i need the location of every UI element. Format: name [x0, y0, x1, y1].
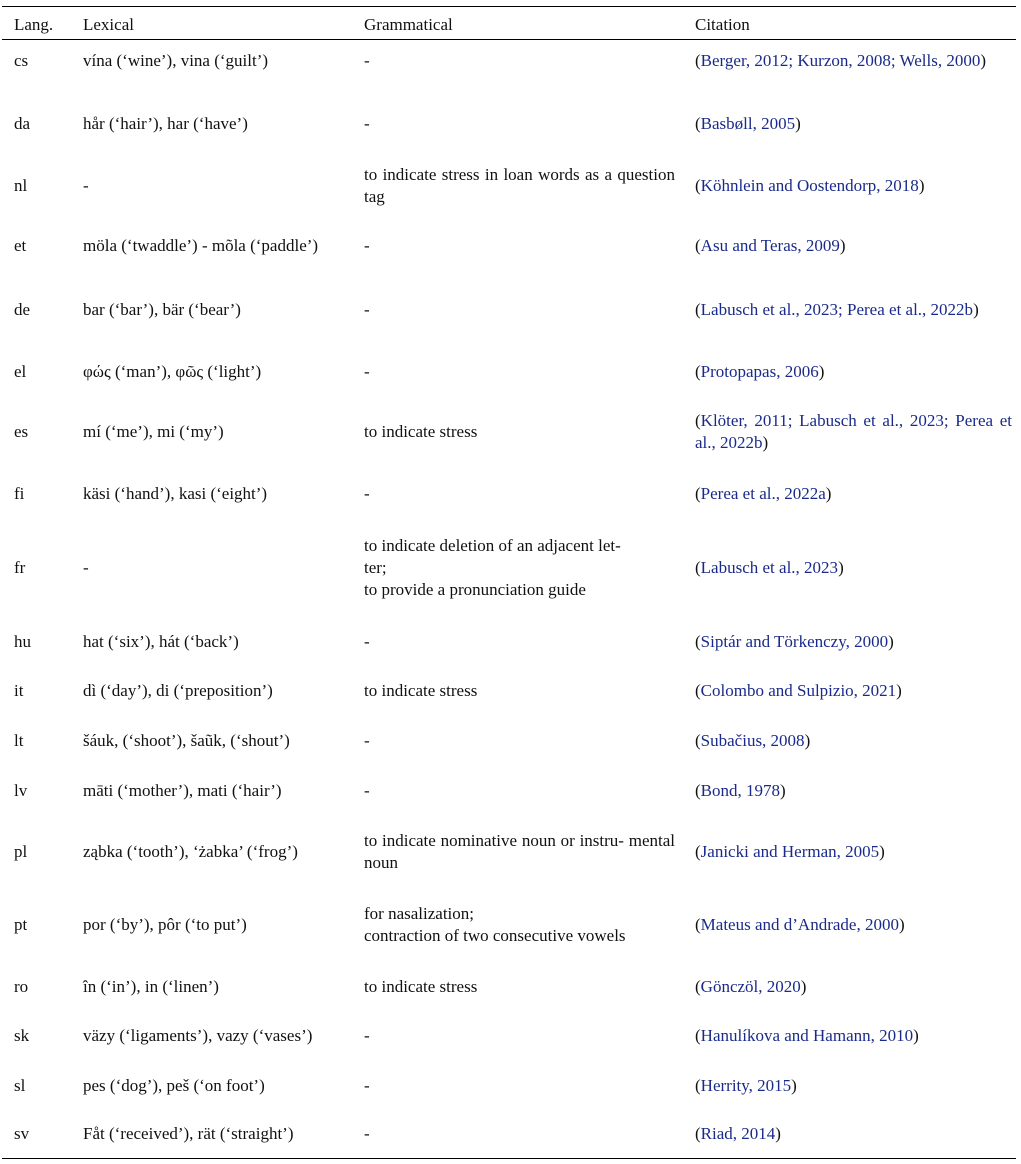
citation-link[interactable]: Mateus and d’Andrade, 2000 — [700, 915, 899, 934]
table-row — [2, 1021, 1016, 1051]
citation-close-paren: ) — [825, 484, 832, 503]
cell-lexical: māti (‘mother’), mati (‘hair’) — [83, 781, 282, 800]
citation-open-paren: ( — [695, 632, 701, 651]
cell-lang: et — [14, 236, 27, 255]
cell-lexical: hat (‘six’), hát (‘back’) — [83, 632, 239, 651]
citation-link[interactable]: Protopapas, 2006 — [700, 362, 819, 381]
citation-close-paren: ) — [913, 1026, 919, 1045]
table-row — [2, 231, 1016, 261]
cell-lexical: por (‘by’), pôr (‘to put’) — [83, 915, 247, 934]
table-row — [2, 286, 1016, 334]
cell-citation — [695, 841, 1016, 863]
citation-close-paren: ) — [795, 114, 801, 133]
cell-lexical: käsi (‘hand’), kasi (‘eight’) — [83, 484, 268, 503]
cell-lexical: bar (‘bar’), bär (‘bear’) — [83, 300, 241, 319]
cell-lexical: pes (‘dog’), peš (‘on foot’) — [83, 1076, 265, 1095]
citation-link[interactable]: Colombo and Sulpizio, 2021 — [700, 681, 897, 700]
cell-citation — [695, 410, 1016, 454]
citation-link[interactable]: Janicki and Herman, 2005 — [700, 842, 880, 861]
cell-grammatical: to indicate nominative noun or instru- mental noun — [364, 831, 675, 872]
cell-lexical: väzy (‘ligaments’), vazy (‘vases’) — [83, 1026, 313, 1045]
cell-lexical: hår (‘hair’), har (‘have’) — [83, 114, 248, 133]
table-row — [2, 972, 1016, 1002]
table-row — [2, 162, 1016, 210]
citation-link[interactable]: Berger, 2012; Kurzon, 2008; Wells, 2000 — [700, 51, 981, 70]
table-bottom-rule — [2, 1158, 1016, 1159]
cell-lexical: vína (‘wine’), vina (‘guilt’) — [83, 51, 269, 70]
citation-open-paren: ( — [695, 681, 701, 700]
table-row — [2, 828, 1016, 876]
header-lang: Lang. — [14, 15, 54, 34]
citation-close-paren: ) — [896, 681, 902, 700]
cell-citation — [695, 299, 1016, 321]
cell-lang: el — [14, 362, 27, 381]
table-header-row — [2, 12, 1016, 38]
citation-link[interactable]: Herrity, 2015 — [700, 1076, 792, 1095]
citation-link[interactable]: Klöter, 2011; Labusch et al., 2023; Perea et al., 2022b — [695, 411, 1012, 452]
citation-close-paren: ) — [775, 1124, 781, 1143]
header-citation: Citation — [695, 15, 750, 34]
cell-lang: nl — [14, 176, 28, 195]
citation-link[interactable]: Bond, 1978 — [700, 781, 781, 800]
citation-open-paren: ( — [695, 1026, 701, 1045]
cell-citation — [695, 235, 1016, 257]
cell-grammatical: to indicate deletion of an adjacent let- ter; to provide a pronunciation guide — [364, 536, 621, 599]
cell-lexical: - — [83, 176, 89, 195]
citation-close-paren: ) — [818, 362, 825, 381]
cell-grammatical: - — [364, 632, 370, 651]
cell-grammatical: - — [364, 781, 370, 800]
table-row — [2, 676, 1016, 706]
cell-lang: sl — [14, 1076, 26, 1095]
table-row — [2, 37, 1016, 85]
cell-citation — [695, 631, 1016, 653]
citation-link[interactable]: Riad, 2014 — [700, 1124, 776, 1143]
cell-citation — [695, 780, 1016, 802]
citation-link[interactable]: Gönczöl, 2020 — [700, 977, 801, 996]
citation-open-paren: ( — [695, 842, 701, 861]
citation-link[interactable]: Perea et al., 2022a — [700, 484, 826, 503]
cell-lexical: - — [83, 558, 89, 577]
citation-link[interactable]: Siptár and Törkenczy, 2000 — [700, 632, 889, 651]
cell-citation — [695, 1025, 1016, 1047]
citation-close-paren: ) — [804, 731, 811, 750]
citation-open-paren: ( — [695, 1124, 701, 1143]
citation-open-paren: ( — [695, 411, 701, 430]
cell-grammatical: - — [364, 1076, 370, 1095]
cell-citation — [695, 175, 1016, 197]
cell-lang: ro — [14, 977, 29, 996]
cell-grammatical: - — [364, 484, 370, 503]
cell-citation — [695, 50, 1016, 72]
citation-close-paren: ) — [839, 236, 846, 255]
citation-open-paren: ( — [695, 51, 701, 70]
table-row — [2, 109, 1016, 139]
table-row — [2, 776, 1016, 806]
cell-lang: sv — [14, 1124, 30, 1143]
cell-lexical: ząbka (‘tooth’), ‘żabka’ (‘frog’) — [83, 842, 298, 861]
cell-lexical: mí (‘me’), mi (‘my’) — [83, 422, 224, 441]
citation-open-paren: ( — [695, 977, 701, 996]
citation-open-paren: ( — [695, 236, 701, 255]
cell-lang: lt — [14, 731, 24, 750]
citation-link[interactable]: Hanulíkova and Hamann, 2010 — [700, 1026, 914, 1045]
cell-lang: fr — [14, 558, 26, 577]
citation-open-paren: ( — [695, 915, 701, 934]
cell-citation — [695, 680, 1016, 702]
cell-lexical: möla (‘twaddle’) - mõla (‘paddle’) — [83, 236, 319, 255]
cell-lang: lv — [14, 781, 28, 800]
cell-grammatical: for nasalization; contraction of two consecutive vowels — [364, 904, 626, 945]
cell-lexical: dì (‘day’), di (‘preposition’) — [83, 681, 273, 700]
cell-citation — [695, 557, 1016, 579]
cell-lang: pt — [14, 915, 28, 934]
cell-lang: es — [14, 422, 29, 441]
citation-close-paren: ) — [898, 915, 905, 934]
cell-citation — [695, 976, 1016, 998]
citation-close-paren: ) — [973, 300, 979, 319]
citation-link[interactable]: Labusch et al., 2023 — [700, 558, 839, 577]
cell-grammatical: - — [364, 1124, 370, 1143]
citation-open-paren: ( — [695, 176, 701, 195]
citation-link[interactable]: Köhnlein and Oostendorp, 2018 — [700, 176, 919, 195]
cell-grammatical: to indicate stress — [364, 681, 478, 700]
cell-grammatical: - — [364, 236, 370, 255]
cell-citation — [695, 113, 1016, 135]
citation-close-paren: ) — [888, 632, 894, 651]
cell-citation — [695, 1075, 1016, 1097]
cell-lexical: φώς (‘man’), φῶς (‘light’) — [83, 362, 262, 381]
citation-link[interactable]: Basbøll, 2005 — [700, 114, 796, 133]
citation-open-paren: ( — [695, 781, 701, 800]
cell-lang: cs — [14, 51, 29, 70]
table-row — [2, 408, 1016, 456]
table-row — [2, 1071, 1016, 1101]
cell-grammatical: to indicate stress — [364, 422, 478, 441]
cell-lang: de — [14, 300, 31, 319]
citation-close-paren: ) — [800, 977, 807, 996]
cell-grammatical: to indicate stress in loan words as a question tag — [364, 165, 675, 206]
table-row — [2, 901, 1016, 949]
cell-citation — [695, 361, 1016, 383]
cell-citation — [695, 1123, 1016, 1145]
citation-link[interactable]: Subačius, 2008 — [700, 731, 805, 750]
header-lexical: Lexical — [83, 15, 134, 34]
citation-open-paren: ( — [695, 114, 701, 133]
cell-lang: da — [14, 114, 31, 133]
cell-lang: it — [14, 681, 24, 700]
cell-lang: hu — [14, 632, 31, 651]
cell-citation — [695, 730, 1016, 752]
cell-lang: pl — [14, 842, 28, 861]
citation-close-paren: ) — [918, 176, 925, 195]
citation-close-paren: ) — [780, 781, 786, 800]
cell-grammatical: - — [364, 114, 370, 133]
cell-grammatical: - — [364, 51, 370, 70]
table-row — [2, 530, 1016, 606]
table-top-rule — [2, 6, 1016, 7]
table-row — [2, 627, 1016, 657]
citation-link[interactable]: Labusch et al., 2023; Perea et al., 2022b — [700, 300, 974, 319]
citation-close-paren: ) — [791, 1076, 797, 1095]
citation-close-paren: ) — [879, 842, 885, 861]
citation-close-paren: ) — [762, 433, 769, 452]
cell-grammatical: - — [364, 731, 370, 750]
cell-grammatical: - — [364, 1026, 370, 1045]
cell-grammatical: to indicate stress — [364, 977, 478, 996]
table-row — [2, 726, 1016, 756]
citation-close-paren: ) — [980, 51, 987, 70]
cell-lexical: în (‘in’), in (‘linen’) — [83, 977, 219, 996]
citation-open-paren: ( — [695, 300, 701, 319]
cell-grammatical: - — [364, 300, 370, 319]
cell-grammatical: - — [364, 362, 370, 381]
cell-citation — [695, 483, 1016, 505]
table-row — [2, 357, 1016, 387]
citation-open-paren: ( — [695, 1076, 701, 1095]
citation-open-paren: ( — [695, 484, 701, 503]
citation-open-paren: ( — [695, 362, 701, 381]
citation-open-paren: ( — [695, 558, 701, 577]
header-grammatical: Grammatical — [364, 15, 453, 34]
cell-lexical: Fåt (‘received’), rät (‘straight’) — [83, 1124, 294, 1143]
table-row — [2, 1119, 1016, 1149]
citation-link[interactable]: Asu and Teras, 2009 — [700, 236, 840, 255]
cell-lang: sk — [14, 1026, 30, 1045]
cell-citation — [695, 914, 1016, 936]
cell-lang: fi — [14, 484, 25, 503]
cell-lexical: šáuk, (‘shoot’), šaũk, (‘shout’) — [83, 731, 290, 750]
citation-close-paren: ) — [838, 558, 844, 577]
table-row — [2, 479, 1016, 509]
citation-open-paren: ( — [695, 731, 701, 750]
